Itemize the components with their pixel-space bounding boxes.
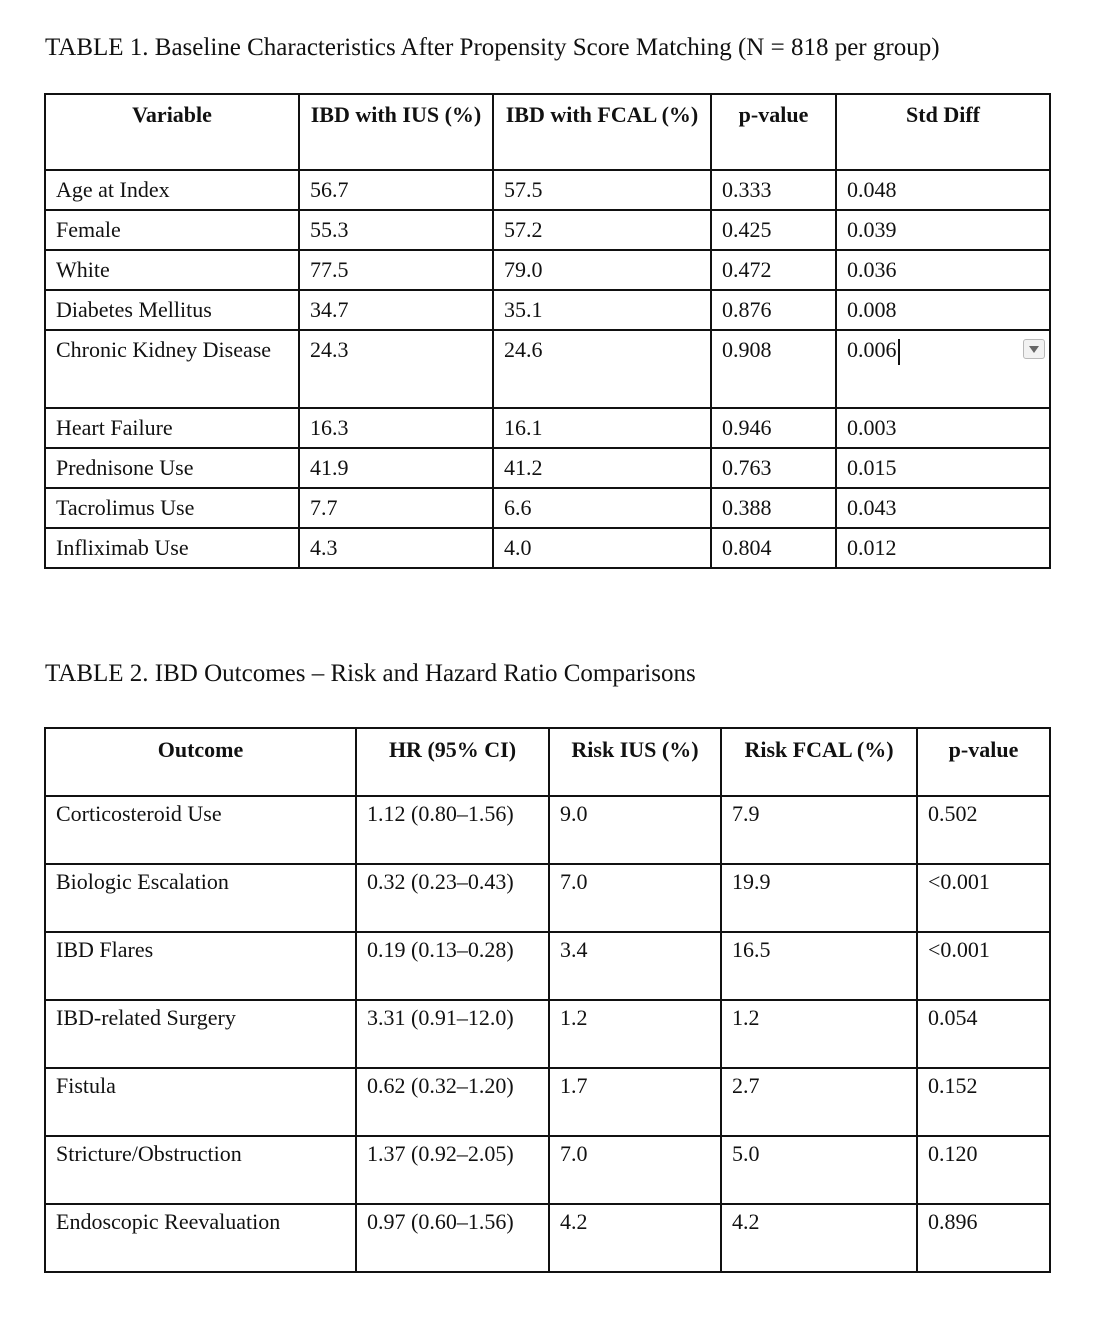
cell-ius[interactable]: 24.3 xyxy=(299,330,493,408)
table1-header-fcal: IBD with FCAL (%) xyxy=(493,94,711,170)
cell-fcal[interactable]: 16.1 xyxy=(493,408,711,448)
table1-caption: TABLE 1. Baseline Characteristics After Propensity Score Matching (N = 818 per group) xyxy=(45,34,940,61)
cell-hr[interactable]: 3.31 (0.91–12.0) xyxy=(356,1000,549,1068)
cell-outcome[interactable]: Corticosteroid Use xyxy=(45,796,356,864)
outcomes-table xyxy=(44,727,1051,1273)
cell-risk-ius[interactable]: 7.0 xyxy=(549,1136,721,1204)
cell-hr[interactable]: 1.37 (0.92–2.05) xyxy=(356,1136,549,1204)
table2-header-risk-fcal: Risk FCAL (%) xyxy=(721,728,917,796)
cell-variable[interactable]: Prednisone Use xyxy=(45,448,299,488)
cell-ius[interactable]: 56.7 xyxy=(299,170,493,210)
cell-ius[interactable]: 4.3 xyxy=(299,528,493,568)
table2-header-hr: HR (95% CI) xyxy=(356,728,549,796)
cell-hr[interactable]: 0.62 (0.32–1.20) xyxy=(356,1068,549,1136)
cell-risk-fcal[interactable]: 5.0 xyxy=(721,1136,917,1204)
table1-header-std-diff: Std Diff xyxy=(836,94,1050,170)
table-row xyxy=(45,330,1050,408)
table-row xyxy=(45,170,1050,210)
table2-header-outcome: Outcome xyxy=(45,728,356,796)
cell-variable[interactable]: Infliximab Use xyxy=(45,528,299,568)
cell-ius[interactable]: 7.7 xyxy=(299,488,493,528)
cell-risk-ius[interactable]: 1.7 xyxy=(549,1068,721,1136)
cell-ius[interactable]: 41.9 xyxy=(299,448,493,488)
cell-outcome[interactable]: IBD-related Surgery xyxy=(45,1000,356,1068)
cell-pvalue[interactable]: 0.502 xyxy=(917,796,1050,864)
cell-fcal[interactable]: 57.5 xyxy=(493,170,711,210)
cell-std-diff[interactable]: 0.039 xyxy=(836,210,1050,250)
cell-risk-fcal[interactable]: 7.9 xyxy=(721,796,917,864)
cell-fcal[interactable]: 41.2 xyxy=(493,448,711,488)
cell-std-diff[interactable]: 0.015 xyxy=(836,448,1050,488)
table-row xyxy=(45,864,1050,932)
baseline-characteristics-table xyxy=(44,93,1051,569)
table-row xyxy=(45,528,1050,568)
table2-header-pvalue: p-value xyxy=(917,728,1050,796)
cell-risk-fcal[interactable]: 16.5 xyxy=(721,932,917,1000)
cell-variable[interactable]: Tacrolimus Use xyxy=(45,488,299,528)
table1-header-variable: Variable xyxy=(45,94,299,170)
table-row xyxy=(45,1000,1050,1068)
cell-std-diff[interactable]: 0.036 xyxy=(836,250,1050,290)
cell-risk-fcal[interactable]: 2.7 xyxy=(721,1068,917,1136)
table1-header-row xyxy=(45,94,1050,170)
cell-variable[interactable]: White xyxy=(45,250,299,290)
table-row xyxy=(45,290,1050,330)
cell-pvalue[interactable]: 0.946 xyxy=(711,408,836,448)
cell-std-diff[interactable]: 0.003 xyxy=(836,408,1050,448)
table-row xyxy=(45,1068,1050,1136)
table-row xyxy=(45,1204,1050,1272)
table-row xyxy=(45,1136,1050,1204)
table-row xyxy=(45,250,1050,290)
text-cursor xyxy=(898,339,900,365)
cell-std-diff[interactable]: 0.008 xyxy=(836,290,1050,330)
cell-pvalue[interactable]: <0.001 xyxy=(917,864,1050,932)
cell-pvalue[interactable]: <0.001 xyxy=(917,932,1050,1000)
cell-pvalue[interactable]: 0.054 xyxy=(917,1000,1050,1068)
cell-dropdown-arrow-icon[interactable] xyxy=(1023,339,1045,359)
cell-risk-ius[interactable]: 4.2 xyxy=(549,1204,721,1272)
cell-pvalue[interactable]: 0.908 xyxy=(711,330,836,408)
cell-ius[interactable]: 55.3 xyxy=(299,210,493,250)
cell-std-diff[interactable]: 0.012 xyxy=(836,528,1050,568)
cell-pvalue[interactable]: 0.763 xyxy=(711,448,836,488)
cell-pvalue[interactable]: 0.152 xyxy=(917,1068,1050,1136)
cell-outcome[interactable]: Biologic Escalation xyxy=(45,864,356,932)
table2-caption: TABLE 2. IBD Outcomes – Risk and Hazard Ratio Comparisons xyxy=(45,660,696,687)
cell-outcome[interactable]: Fistula xyxy=(45,1068,356,1136)
cell-risk-ius[interactable]: 9.0 xyxy=(549,796,721,864)
cell-pvalue[interactable]: 0.425 xyxy=(711,210,836,250)
table1-header-ius: IBD with IUS (%) xyxy=(299,94,493,170)
cell-variable[interactable]: Diabetes Mellitus xyxy=(45,290,299,330)
cell-fcal[interactable]: 79.0 xyxy=(493,250,711,290)
cell-risk-ius[interactable]: 1.2 xyxy=(549,1000,721,1068)
cell-fcal[interactable]: 4.0 xyxy=(493,528,711,568)
cell-std-diff-active[interactable] xyxy=(836,330,1050,408)
cell-hr[interactable]: 0.97 (0.60–1.56) xyxy=(356,1204,549,1272)
table1-header-pvalue: p-value xyxy=(711,94,836,170)
cell-outcome[interactable]: Stricture/Obstruction xyxy=(45,1136,356,1204)
table-row xyxy=(45,448,1050,488)
cell-pvalue[interactable]: 0.472 xyxy=(711,250,836,290)
cell-pvalue[interactable]: 0.876 xyxy=(711,290,836,330)
cell-std-diff[interactable]: 0.048 xyxy=(836,170,1050,210)
cell-pvalue[interactable]: 0.896 xyxy=(917,1204,1050,1272)
cell-fcal[interactable]: 35.1 xyxy=(493,290,711,330)
cell-std-diff[interactable]: 0.043 xyxy=(836,488,1050,528)
cell-variable[interactable]: Female xyxy=(45,210,299,250)
table2-header-risk-ius: Risk IUS (%) xyxy=(549,728,721,796)
cell-ius[interactable]: 16.3 xyxy=(299,408,493,448)
cell-risk-fcal[interactable]: 19.9 xyxy=(721,864,917,932)
cell-risk-ius[interactable]: 7.0 xyxy=(549,864,721,932)
cell-risk-fcal[interactable]: 1.2 xyxy=(721,1000,917,1068)
table-row xyxy=(45,210,1050,250)
table-row xyxy=(45,796,1050,864)
cell-hr[interactable]: 0.32 (0.23–0.43) xyxy=(356,864,549,932)
cell-risk-fcal[interactable]: 4.2 xyxy=(721,1204,917,1272)
table-row xyxy=(45,488,1050,528)
cell-pvalue[interactable]: 0.804 xyxy=(711,528,836,568)
cell-pvalue[interactable]: 0.333 xyxy=(711,170,836,210)
cell-pvalue[interactable]: 0.388 xyxy=(711,488,836,528)
cell-outcome[interactable]: IBD Flares xyxy=(45,932,356,1000)
cell-risk-ius[interactable]: 3.4 xyxy=(549,932,721,1000)
table-row xyxy=(45,408,1050,448)
cell-hr[interactable]: 1.12 (0.80–1.56) xyxy=(356,796,549,864)
table2-header-row xyxy=(45,728,1050,796)
cell-variable[interactable]: Chronic Kidney Disease xyxy=(45,330,299,408)
cell-variable[interactable]: Age at Index xyxy=(45,170,299,210)
table-row xyxy=(45,932,1050,1000)
cell-std-diff-value[interactable]: 0.006 xyxy=(847,337,897,362)
cell-fcal[interactable]: 6.6 xyxy=(493,488,711,528)
cell-ius[interactable]: 34.7 xyxy=(299,290,493,330)
cell-outcome[interactable]: Endoscopic Reevaluation xyxy=(45,1204,356,1272)
cell-fcal[interactable]: 24.6 xyxy=(493,330,711,408)
cell-hr[interactable]: 0.19 (0.13–0.28) xyxy=(356,932,549,1000)
cell-fcal[interactable]: 57.2 xyxy=(493,210,711,250)
cell-ius[interactable]: 77.5 xyxy=(299,250,493,290)
cell-variable[interactable]: Heart Failure xyxy=(45,408,299,448)
cell-pvalue[interactable]: 0.120 xyxy=(917,1136,1050,1204)
